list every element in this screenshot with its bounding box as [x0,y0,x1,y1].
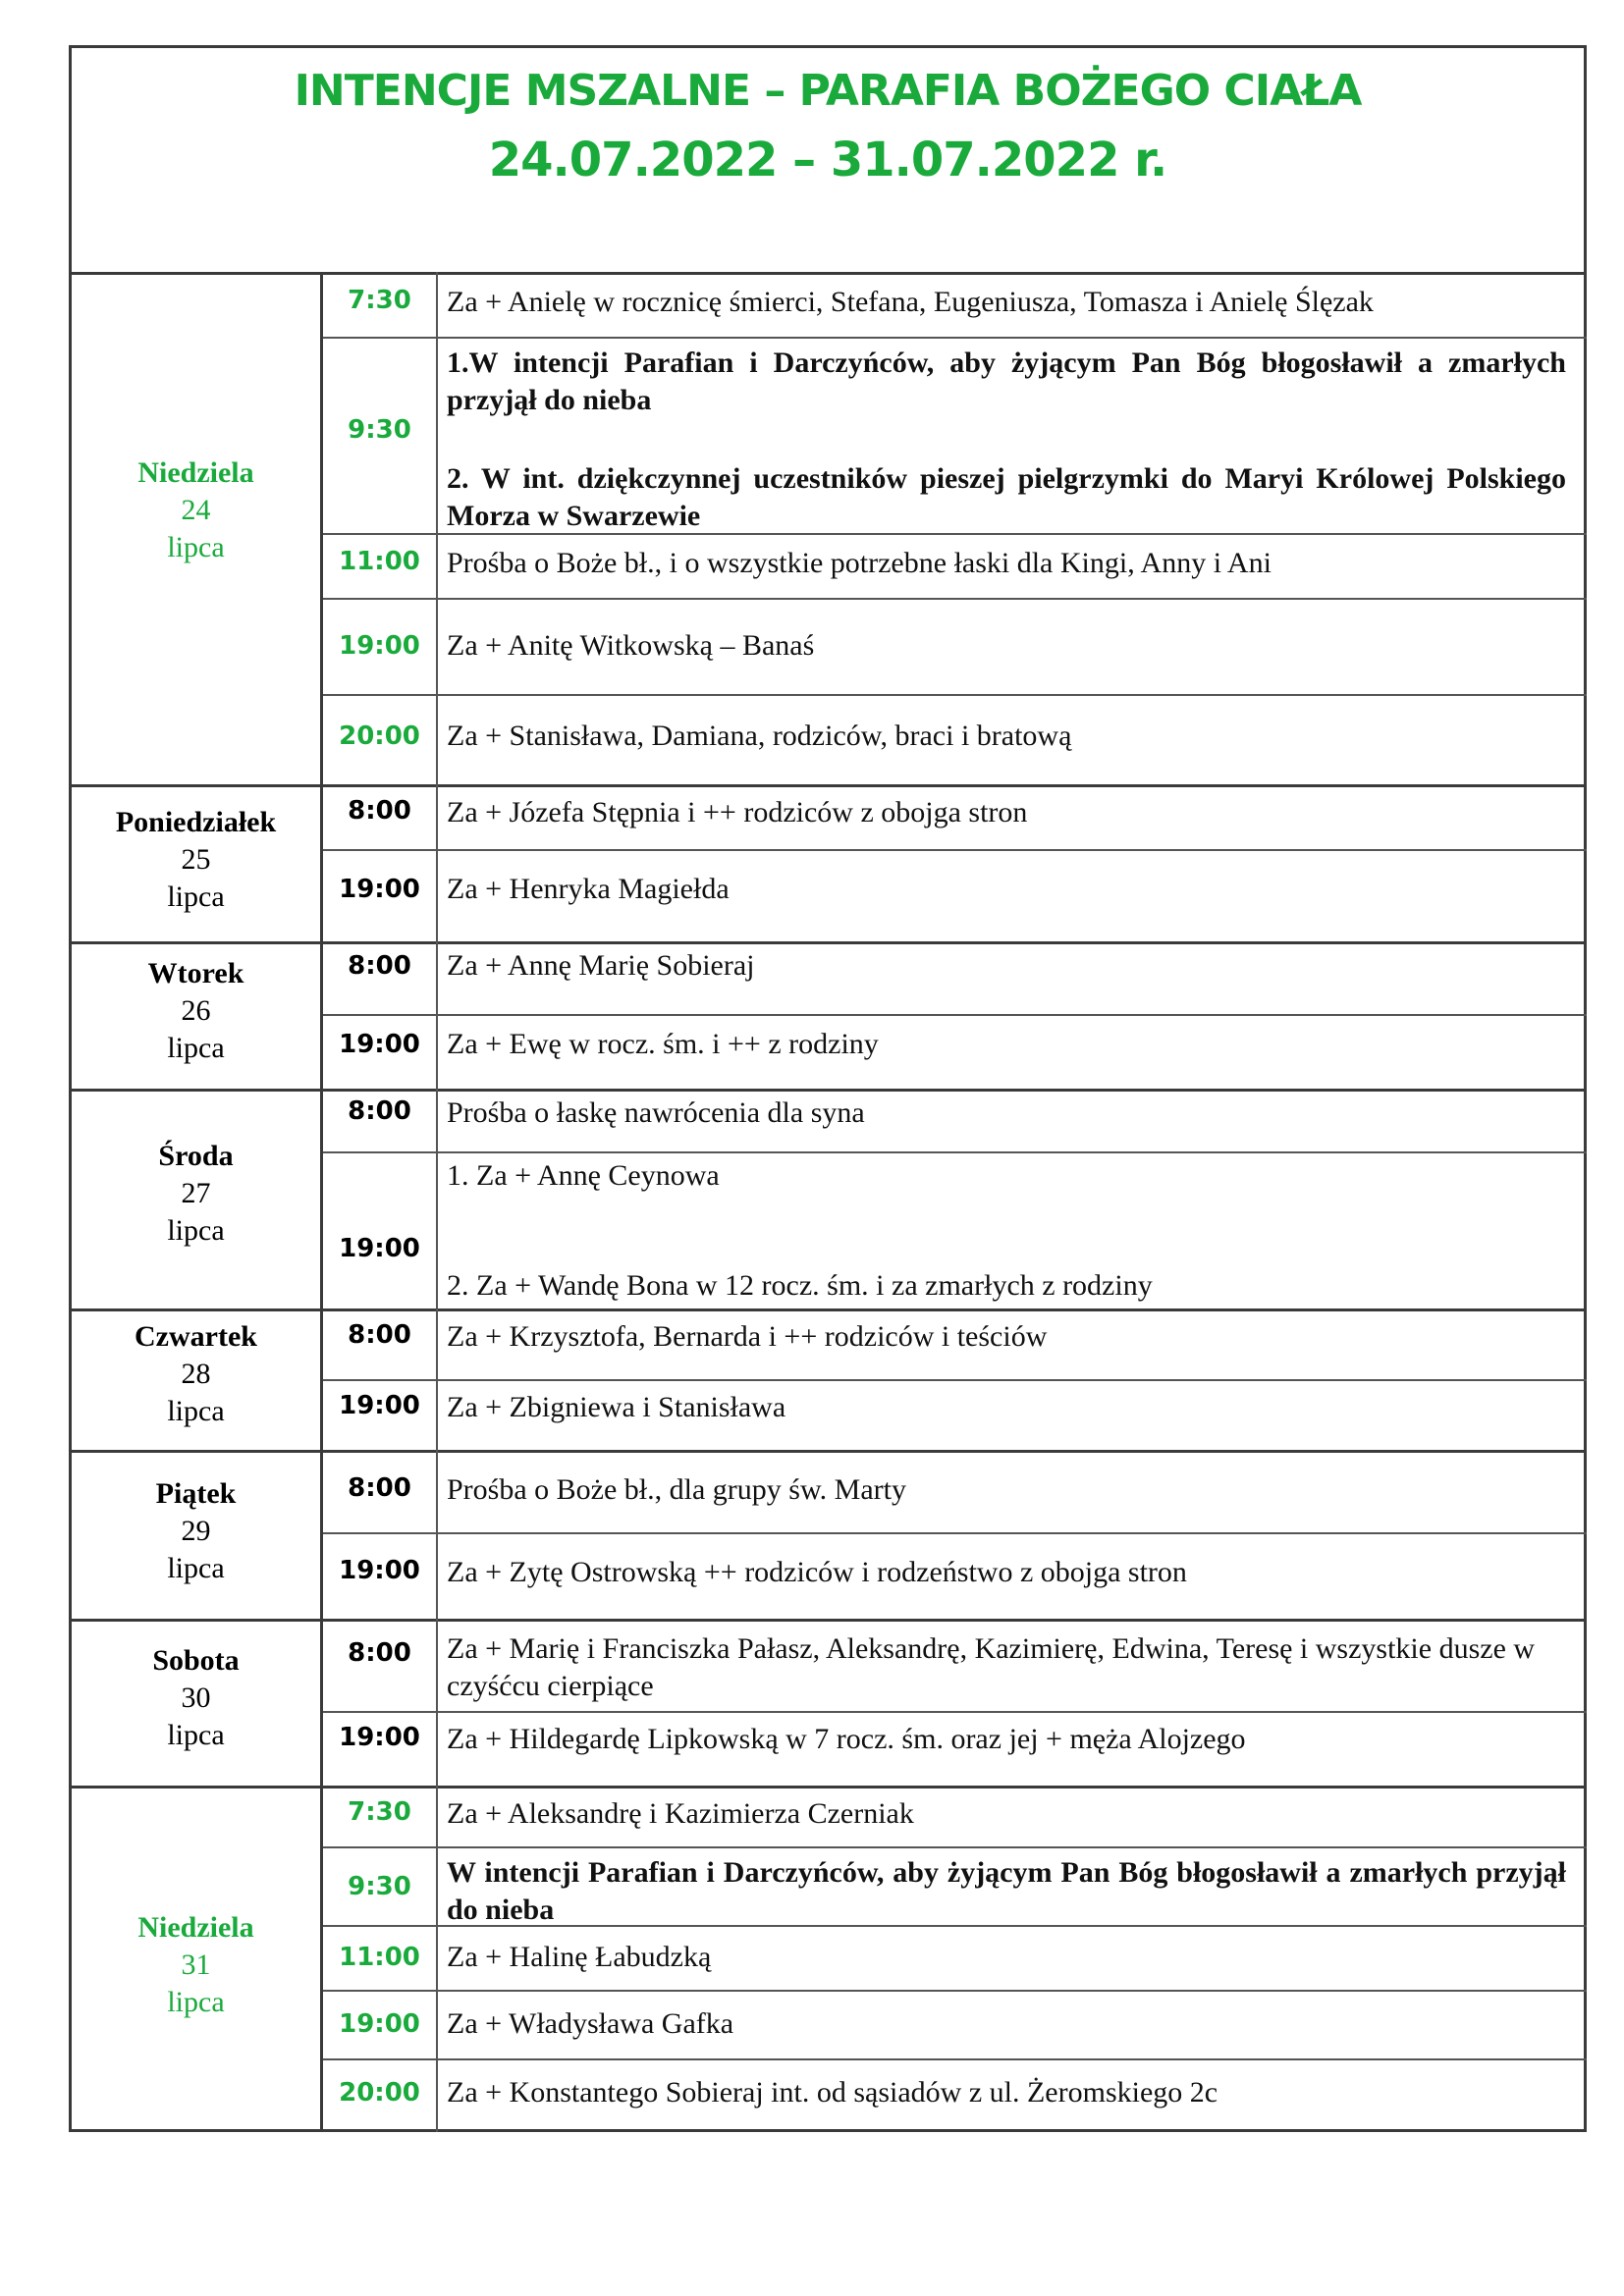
mass-time: 20:00 [339,721,420,751]
mass-time: 19:00 [339,1723,420,1752]
mass-time: 20:00 [339,2078,420,2108]
day-number: 24 [181,494,211,526]
mass-divider [323,1711,1587,1713]
mass-time: 9:30 [348,1872,411,1901]
mass-time: 19:00 [339,631,420,661]
mass-divider [323,694,1587,696]
mass-time: 7:30 [348,1797,411,1827]
mass-intention: Za + Henryka Magiełda [447,873,730,905]
mass-time: 9:30 [348,415,411,445]
row-divider [72,1089,1584,1092]
mass-intention: Za + Zbigniewa i Stanisława [447,1391,786,1423]
row-divider [72,1450,1584,1453]
day-month: lipca [167,1986,225,2018]
mass-time: 8:00 [348,1096,411,1126]
mass-time: 11:00 [339,1943,420,1972]
day-month: lipca [167,1032,225,1064]
day-label [72,1909,320,2021]
mass-intention: Prośba o Boże bł., i o wszystkie potrzebne łaski dla Kingi, Anny i Ani [447,547,1272,579]
mass-intention: Za + Marię i Franciszka Pałasz, Aleksandrę, Kazimierę, Edwina, Teresę i wszystkie dusze w czyśćcu cierpiące [447,1632,1536,1702]
mass-divider [323,1151,1587,1153]
mass-intention: Prośba o Boże bł., dla grupy św. Marty [447,1473,906,1506]
mass-intention: Za + Ewę w rocz. śm. i ++ z rodziny [447,1028,879,1060]
day-name: Niedziela [137,456,254,489]
mass-intention: Za + Anitę Witkowską – Banaś [447,629,815,662]
date-range: 24.07.2022 – 31.07.2022 r. [488,133,1167,187]
day-label [72,1475,320,1587]
day-name: Sobota [152,1644,240,1677]
mass-intention: Za + Krzysztofa, Bernarda i ++ rodziców i teściów [447,1320,1048,1353]
day-name: Piątek [155,1477,237,1510]
mass-time: 8:00 [348,1320,411,1350]
day-number: 31 [181,1949,211,1981]
mass-divider [323,598,1587,600]
row-divider [72,941,1584,944]
day-name: Poniedziałek [115,806,277,838]
mass-time: 19:00 [339,875,420,904]
mass-intention: Za + Józefa Stępnia i ++ rodziców z obojga stron [447,796,1028,828]
mass-intention: Za + Władysława Gafka [447,2007,734,2040]
mass-intention: Za + Stanisława, Damiana, rodziców, braci i bratową [447,720,1072,752]
day-month: lipca [167,1395,225,1427]
mass-intention: Za + Anielę w rocznicę śmierci, Stefana, Eugeniusza, Tomasza i Anielę Ślęzak [447,286,1374,318]
day-month: lipca [167,881,225,913]
document-title: INTENCJE MSZALNE – PARAFIA BOŻEGO CIAŁA [294,66,1362,116]
mass-time: 19:00 [339,1234,420,1263]
day-label [72,804,320,916]
day-label [72,1138,320,1250]
row-divider [72,1619,1584,1622]
day-number: 27 [181,1177,211,1209]
day-label [72,454,320,566]
row-divider [72,1786,1584,1789]
mass-divider [323,1846,1587,1848]
row-divider [72,1308,1584,1311]
mass-time: 19:00 [339,1556,420,1585]
day-number: 25 [181,843,211,876]
mass-intention: Za + Aleksandrę i Kazimierza Czerniak [447,1797,914,1830]
mass-intention: Za + Halinę Łabudzką [447,1941,712,1973]
mass-divider [323,1014,1587,1016]
mass-intention: Prośba o łaskę nawrócenia dla syna [447,1096,865,1129]
mass-intention: Za + Hildegardę Lipkowską w 7 rocz. śm. oraz jej + męża Alojzego [447,1723,1246,1755]
document-header [72,48,1584,274]
day-name: Wtorek [147,957,244,989]
day-label [72,955,320,1067]
mass-divider [323,1532,1587,1534]
day-month: lipca [167,531,225,563]
mass-intention: Za + Zytę Ostrowską ++ rodziców i rodzeństwo z obojga stron [447,1556,1187,1588]
mass-intention: 1.W intencji Parafian i Darczyńców, aby żyjącym Pan Bóg błogosławił a zmarłych przyjął do nieba [447,347,1566,416]
day-label [72,1642,320,1754]
day-number: 29 [181,1515,211,1547]
day-name: Czwartek [135,1320,257,1353]
mass-divider [323,1990,1587,1992]
day-month: lipca [167,1214,225,1247]
mass-intention: Za + Annę Marię Sobieraj [447,949,755,982]
mass-time: 19:00 [339,2009,420,2039]
column-divider [436,272,438,2132]
day-number: 28 [181,1358,211,1390]
day-month: lipca [167,1719,225,1751]
mass-time: 8:00 [348,1638,411,1668]
mass-time: 11:00 [339,547,420,576]
day-month: lipca [167,1552,225,1584]
day-number: 26 [181,994,211,1027]
mass-time: 7:30 [348,286,411,315]
row-divider [72,784,1584,787]
mass-intention: 1. Za + Annę Ceynowa [447,1159,720,1192]
mass-intention: 2. Za + Wandę Bona w 12 rocz. śm. i za zmarłych z rodziny [447,1269,1153,1302]
day-number: 30 [181,1682,211,1714]
mass-intention: 2. W int. dziękczynnej uczestników pieszej pielgrzymki do Maryi Królowej Polskiego Morza w Swarzewie [447,462,1566,532]
mass-intention: W intencji Parafian i Darczyńców, aby żyjącym Pan Bóg błogosławił a zmarłych przyjął do nieba [447,1856,1566,1926]
mass-time: 8:00 [348,796,411,826]
mass-divider [323,2058,1587,2060]
day-name: Niedziela [137,1911,254,1944]
mass-divider [323,337,1587,339]
day-label [72,1318,320,1430]
mass-intentions-table [69,45,1587,2132]
mass-divider [323,1379,1587,1381]
row-divider [72,272,1584,275]
mass-intention: Za + Konstantego Sobieraj int. od sąsiadów z ul. Żeromskiego 2c [447,2076,1218,2109]
day-name: Środa [158,1140,234,1172]
mass-time: 8:00 [348,951,411,981]
mass-time: 19:00 [339,1391,420,1420]
mass-time: 19:00 [339,1030,420,1059]
mass-time: 8:00 [348,1473,411,1503]
mass-divider [323,849,1587,851]
